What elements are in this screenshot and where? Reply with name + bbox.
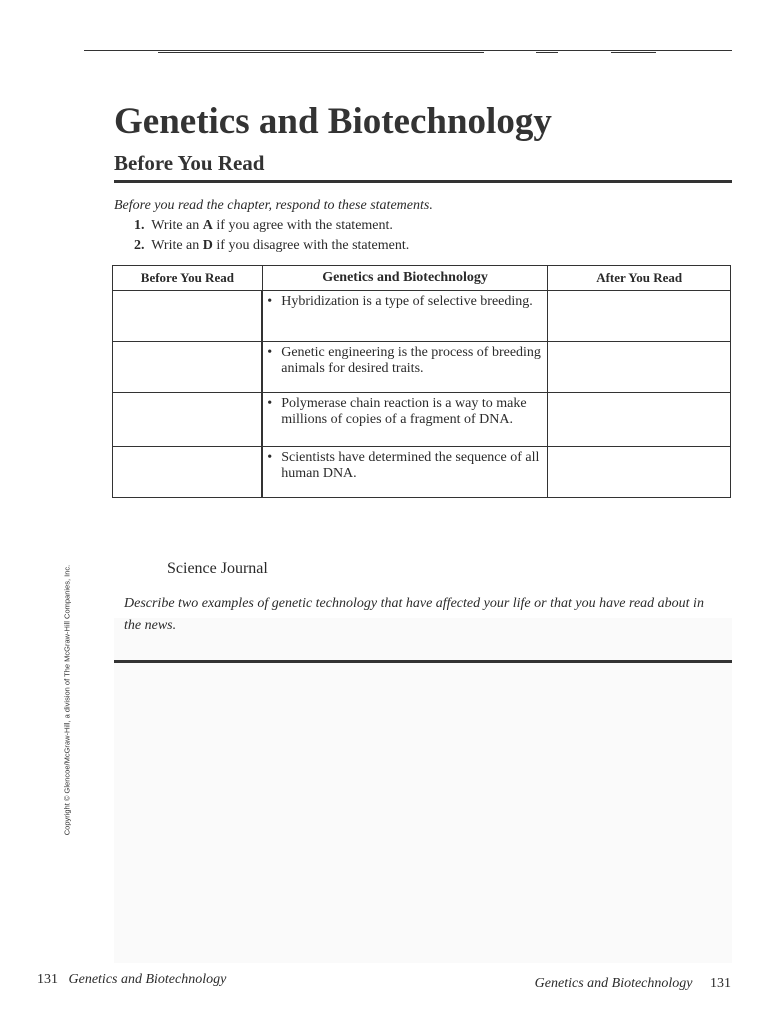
bullet: • — [267, 345, 273, 360]
statement-cell — [262, 342, 548, 393]
subtitle-rule — [114, 180, 732, 183]
journal-writing-area[interactable] — [114, 618, 732, 963]
statement-text: Hybridization is a type of selective breeding. — [281, 294, 533, 309]
before-answer-cell[interactable] — [113, 291, 263, 342]
footer-left — [37, 972, 226, 988]
table-row — [113, 393, 731, 447]
journal-rule — [114, 660, 732, 663]
instruction-2 — [134, 238, 409, 254]
footer-page-number: 131 — [710, 976, 731, 991]
after-answer-cell[interactable] — [548, 447, 731, 498]
statement-cell — [262, 291, 548, 342]
bullet: • — [267, 450, 273, 465]
journal-prompt: Describe two examples of genetic technology that have affected your life or that you have read about in the news. — [124, 596, 704, 633]
table-row — [113, 291, 731, 342]
statement-text: Genetic engineering is the process of breeding animals for desired traits. — [281, 345, 541, 376]
instruction-number: 2. — [134, 238, 145, 253]
header-before-you-read: Before You Read — [113, 266, 263, 291]
header-after-you-read: After You Read — [548, 266, 731, 291]
statement-text: Polymerase chain reaction is a way to make millions of copies of a fragment of DNA. — [281, 396, 527, 427]
table-header-row — [113, 266, 731, 291]
instruction-text-pre: Write an — [151, 218, 203, 233]
name-blank[interactable] — [158, 52, 484, 53]
statement-cell — [262, 393, 548, 447]
table-row — [113, 447, 731, 498]
after-answer-cell[interactable] — [548, 291, 731, 342]
page-title: Genetics and Biotechnology — [114, 101, 552, 142]
class-blank[interactable] — [611, 52, 656, 53]
section-subtitle: Before You Read — [114, 151, 265, 175]
before-answer-cell[interactable] — [113, 447, 263, 498]
date-blank[interactable] — [536, 52, 558, 53]
footer-right — [535, 976, 731, 992]
anticipation-table — [112, 265, 731, 498]
footer-chapter-title: Genetics and Biotechnology — [68, 972, 227, 987]
header-rule — [84, 50, 732, 51]
bullet: • — [267, 294, 273, 309]
instruction-text-pre: Write an — [151, 238, 203, 253]
statement-cell — [262, 447, 548, 498]
after-answer-cell[interactable] — [548, 342, 731, 393]
instruction-key: D — [202, 238, 213, 253]
footer-chapter-title: Genetics and Biotechnology — [534, 976, 693, 991]
intro-text: Before you read the chapter, respond to these statements. — [114, 198, 433, 213]
instruction-1 — [134, 218, 393, 234]
instruction-number: 1. — [134, 218, 145, 233]
science-journal-label: Science Journal — [167, 560, 268, 577]
before-answer-cell[interactable] — [113, 342, 263, 393]
bullet: • — [267, 396, 273, 411]
table-row — [113, 342, 731, 393]
after-answer-cell[interactable] — [548, 393, 731, 447]
before-answer-cell[interactable] — [113, 393, 263, 447]
copyright-notice: Copyright © Glencoe/McGraw-Hill, a division of The McGraw-Hill Companies, Inc. — [62, 564, 72, 836]
instruction-key: A — [202, 218, 213, 233]
footer-page-number: 131 — [37, 972, 58, 987]
instruction-text-post: if you agree with the statement. — [212, 218, 393, 233]
instruction-text-post: if you disagree with the statement. — [212, 238, 410, 253]
statement-text: Scientists have determined the sequence of all human DNA. — [281, 450, 540, 481]
header-topic: Genetics and Biotechnology — [262, 266, 548, 291]
